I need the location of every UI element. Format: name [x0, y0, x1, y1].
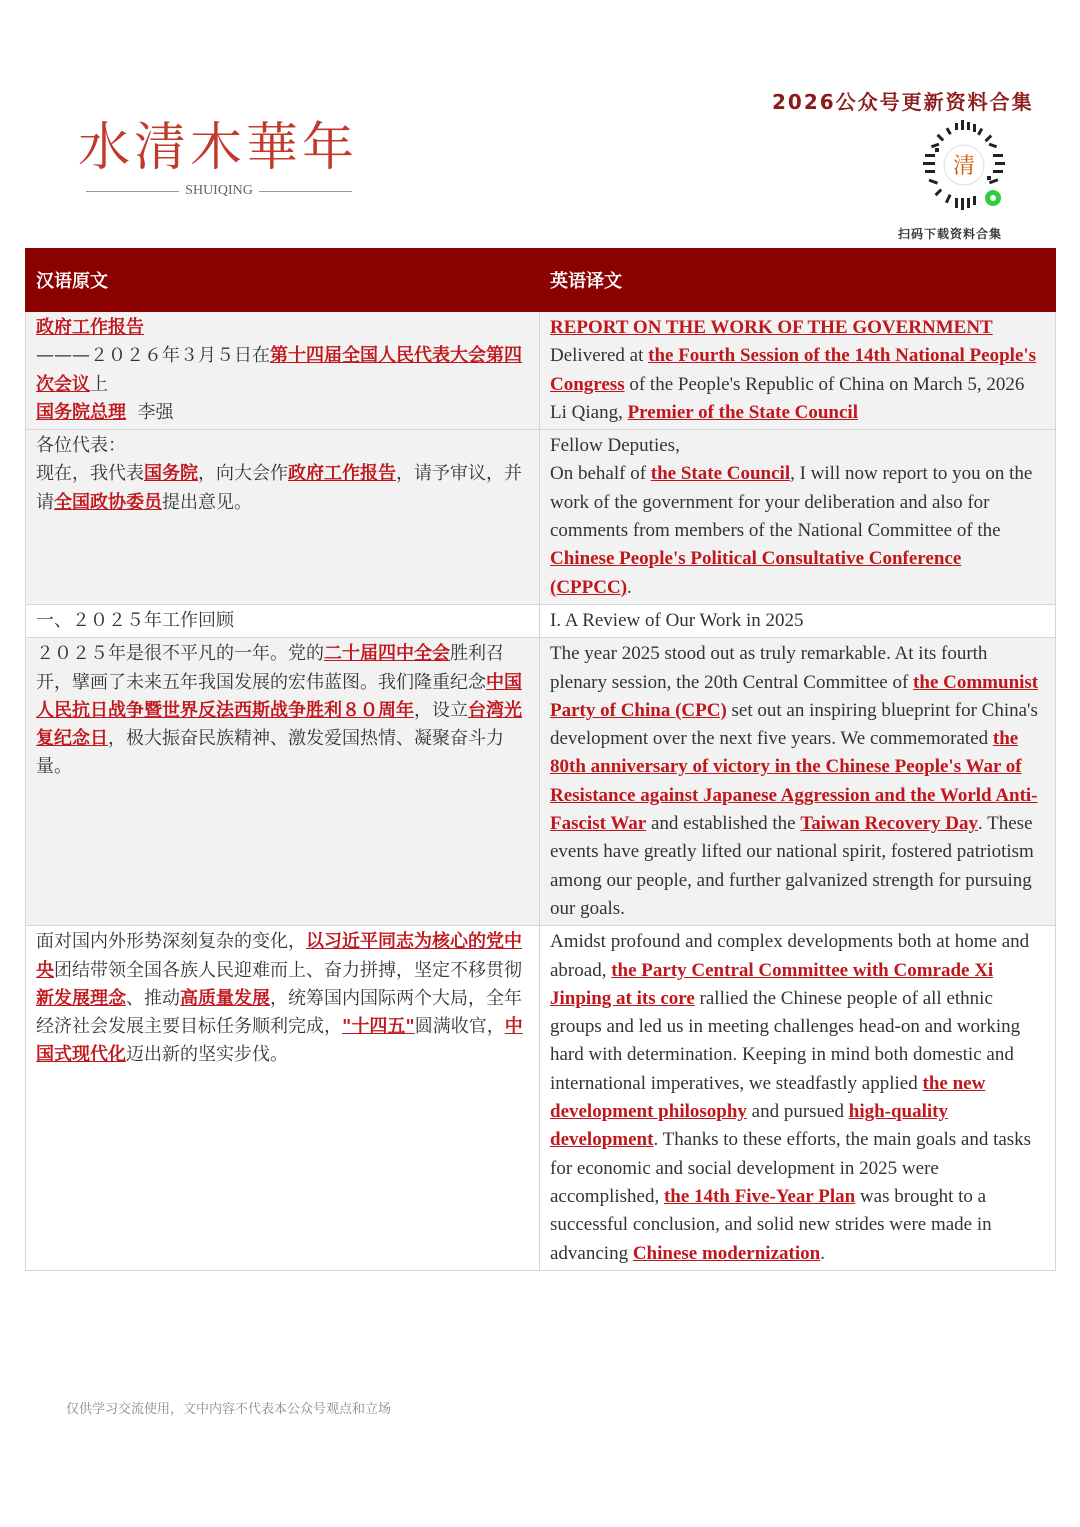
term-link[interactable]: 中国式现代化 [36, 1016, 523, 1066]
en-text: . [820, 1242, 825, 1264]
zh-text: 现在，我代表 [36, 463, 144, 485]
zh-text: ，极大振奋民族精神、激发爱国热情、凝聚奋斗力量。 [36, 728, 504, 778]
disclaimer-footer: 仅供学习交流使用，文中内容不代表本公众号观点和立场 [66, 1402, 392, 1417]
zh-cell [26, 604, 540, 637]
zh-text: 、推动 [126, 987, 180, 1009]
term-link[interactable]: the State Council [650, 463, 791, 485]
brand-subtitle [86, 183, 352, 199]
table-row [26, 638, 1056, 926]
term-link[interactable]: 二十届四中全会 [324, 643, 450, 665]
table-row [26, 430, 1056, 605]
en-text: set out an inspiring blueprint for China's development over the next five years. We commemorated [550, 699, 1038, 750]
term-link[interactable]: Chinese modernization [632, 1242, 821, 1264]
zh-text: 胜利召开，擘画了未来五年我国发展的宏伟蓝图。我们隆重纪念 [36, 643, 504, 693]
table-row [26, 312, 1056, 430]
en-text: and pursued [746, 1101, 849, 1123]
term-link[interactable]: high-quality development [550, 1101, 949, 1151]
zh-cell [26, 312, 540, 430]
qr-code-icon[interactable] [917, 118, 1011, 212]
zh-text: 各位代表： [36, 435, 126, 457]
en-text: rallied the Chinese people of all ethnic groups and led us in meeting challenges head-on and working hard with determination. Keeping in mind both domestic and international imperatives, we steadfastly applied [550, 987, 1021, 1094]
term-link[interactable]: 政府工作报告 [36, 317, 144, 338]
en-text: of the People's Republic of China on March 5, 2026 [624, 373, 1025, 395]
divider [259, 191, 352, 192]
term-link[interactable]: the new development philosophy [550, 1072, 986, 1123]
zh-text: 上 [90, 373, 108, 395]
brand-sub-text: SHUIQING [185, 183, 253, 198]
en-text: Delivered at [550, 345, 649, 367]
column-header-chinese: 汉语原文 [26, 249, 540, 312]
zh-text: ———２０２６年３月５日在 [36, 345, 270, 367]
qr-center-char: 清 [952, 154, 976, 179]
en-cell [540, 926, 1056, 1271]
en-text: Li Qiang, [550, 401, 628, 423]
en-text: , I will now report to you on the work of the government for your deliberation and also for comments from members of the National Committee of the [550, 463, 1033, 542]
term-link[interactable]: the Party Central Committee with Comrade Xi Jinping at its core [550, 959, 994, 1009]
term-link[interactable]: 国务院总理 [36, 401, 126, 423]
en-text: . Thanks to these efforts, the main goals and tasks for economic and social development in 2025 were accomplished, [550, 1129, 1032, 1207]
column-header-english: 英语译文 [540, 249, 1056, 312]
zh-text: 团结带领全国各族人民迎难而上、奋力拼搏，坚定不移贯彻 [54, 959, 522, 981]
term-link[interactable]: Premier of the State Council [627, 401, 858, 423]
term-link[interactable]: the 80th anniversary of victory in the Chinese People's War of Resistance against Japanese Aggression and the World Anti-Fascist War [550, 728, 1038, 835]
en-text: On behalf of [550, 463, 651, 485]
zh-text: ２０２５年是很不平凡的一年。党的 [36, 643, 324, 665]
brand-logo: 水清木華年 [78, 118, 359, 178]
term-link[interactable]: 政府工作报告 [288, 463, 396, 485]
term-link[interactable]: 全国政协委员 [54, 491, 162, 513]
en-text: was brought to a successful conclusion, and solid new strides were made in advancing [550, 1185, 992, 1264]
zh-text: ，统筹国内国际两个大局，全年经济社会发展主要目标任务顺利完成， [36, 987, 522, 1038]
collection-title: 2026公众号更新资料合集 [772, 90, 1034, 114]
en-text: . [627, 576, 632, 598]
term-link[interactable]: 国务院 [144, 463, 198, 485]
term-link[interactable]: 台湾光复纪念日 [36, 699, 522, 750]
en-cell [540, 430, 1056, 605]
en-text: Fellow Deputies, [550, 435, 680, 457]
term-link[interactable]: Chinese People's Political Consultative Conference (CPPCC) [550, 548, 962, 598]
term-link[interactable]: 高质量发展 [180, 987, 270, 1009]
term-link[interactable]: 新发展理念 [36, 987, 126, 1009]
en-text: The year 2025 stood out as truly remarkable. At its fourth plenary session, the 20th Central Committee of [550, 643, 988, 693]
zh-text: 迈出新的坚实步伐。 [126, 1044, 288, 1066]
en-text: . These events have greatly lifted our national spirit, fostered patriotism among our people, and further galvanized strength for pursuing our goals. [550, 813, 1034, 919]
term-link[interactable]: the 14th Five-Year Plan [663, 1185, 856, 1207]
zh-text: 李强 [137, 401, 174, 423]
zh-text: 提出意见。 [162, 491, 252, 513]
zh-cell [26, 430, 540, 605]
section-heading-en: I. A Review of Our Work in 2025 [550, 609, 804, 631]
term-link[interactable]: Taiwan Recovery Day [800, 813, 978, 835]
term-link[interactable]: the Communist Party of China (CPC) [550, 671, 1039, 721]
term-link[interactable]: REPORT ON THE WORK OF THE GOVERNMENT [550, 317, 993, 338]
en-cell [540, 312, 1056, 430]
en-cell [540, 604, 1056, 637]
term-link[interactable]: 第十四届全国人民代表大会第四次会议 [36, 345, 522, 395]
term-link[interactable]: "十四五" [342, 1016, 415, 1038]
section-heading-zh: 一、２０２５年工作回顾 [36, 609, 234, 631]
en-text: and established the [646, 813, 801, 835]
zh-text: ，设立 [414, 699, 468, 721]
table-row [26, 604, 1056, 637]
table-row [26, 926, 1056, 1271]
zh-cell [26, 638, 540, 926]
zh-text: ，请予审议，并请 [36, 463, 522, 513]
zh-cell [26, 926, 540, 1271]
term-link[interactable]: 中国人民抗日战争暨世界反法西斯战争胜利８０周年 [36, 671, 522, 721]
bilingual-table [25, 248, 1056, 1271]
term-link[interactable]: the Fourth Session of the 14th National People's Congress [550, 345, 1037, 395]
en-text: Amidst profound and complex developments both at home and abroad, [550, 931, 1030, 981]
term-link[interactable]: 以习近平同志为核心的党中央 [36, 931, 522, 981]
divider [86, 191, 179, 192]
zh-text: 面对国内外形势深刻复杂的变化， [36, 931, 306, 953]
qr-caption: 扫码下载资料合集 [898, 227, 1003, 241]
en-cell [540, 638, 1056, 926]
zh-text: ，向大会作 [198, 463, 288, 485]
zh-text: 圆满收官， [414, 1016, 505, 1038]
